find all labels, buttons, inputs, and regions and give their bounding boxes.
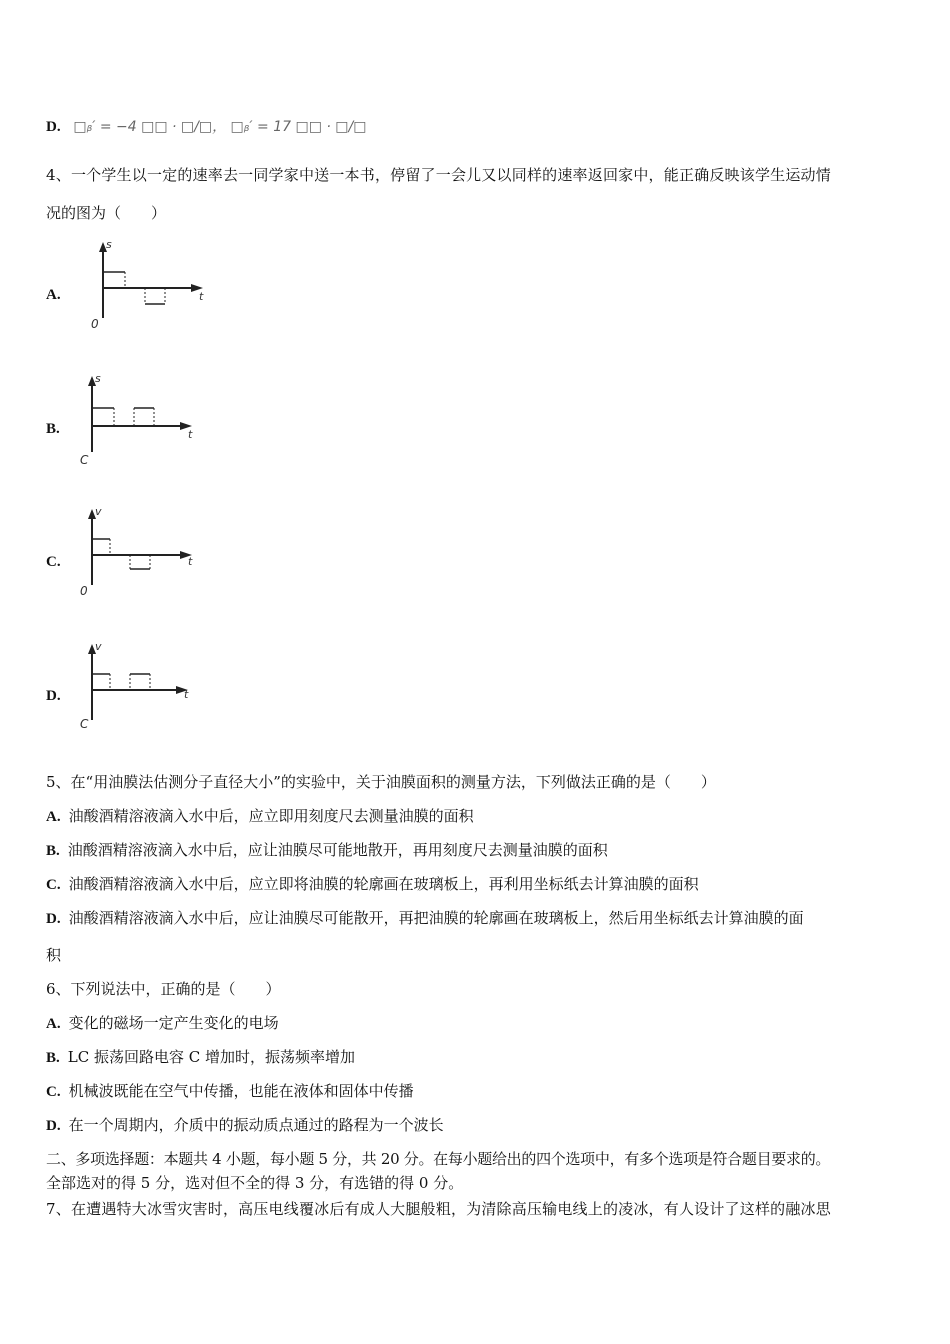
- origin-label: 0: [91, 317, 99, 331]
- option-label: A.: [46, 1016, 61, 1032]
- q4-graph-c: [74, 505, 204, 605]
- q4-option-d-label: D.: [46, 688, 61, 704]
- option-text: 在一个周期内，介质中的振动质点通过的路程为一个波长: [68, 1116, 444, 1134]
- option-text: 油酸酒精溶液滴入水中后，应让油膜尽可能地散开，再用刻度尺去测量油膜的面积: [67, 841, 608, 859]
- origin-label: 0: [80, 584, 88, 598]
- q6-stem: 6、下列说法中，正确的是（ ）: [46, 980, 281, 998]
- q4-stem-line1: 4、一个学生以一定的速率去一同学家中送一本书，停留了一会儿又以同样的速率返回家中，能正确反映该学生运动情: [46, 166, 831, 184]
- q7-stem: 7、在遭遇特大冰雪灾害时，高压电线覆冰后有成人大腿般粗，为清除高压输电线上的凌冰，有人设计了这样的融冰思: [46, 1200, 831, 1218]
- option-label: D.: [46, 911, 61, 927]
- option-label: D.: [46, 1118, 61, 1134]
- option-label: C.: [46, 1084, 61, 1100]
- option-text: 变化的磁场一定产生变化的电场: [68, 1014, 279, 1032]
- q5-option-a: [46, 806, 474, 827]
- option-text: 油酸酒精溶液滴入水中后，应立即用刻度尺去测量油膜的面积: [68, 807, 474, 825]
- formula: □ᵦ′ = −4 □□ · □/□， □ᵦ′ = 17 □□ · □/□: [73, 119, 367, 135]
- q5-option-d-continuation: 积: [46, 946, 62, 964]
- q5-option-c: [46, 874, 699, 895]
- origin-label: C: [80, 717, 89, 731]
- q4-graph-b: [74, 372, 204, 472]
- q5-stem: 5、在“用油膜法估测分子直径大小”的实验中，关于油膜面积的测量方法，下列做法正确的是（ ）: [46, 773, 716, 791]
- q4-option-b-label: B.: [46, 421, 60, 437]
- section2-heading-line2: 全部选对的得 5 分，选对但不全的得 3 分，有选错的得 0 分。: [46, 1174, 464, 1192]
- q4-stem-line2: 况的图为（ ）: [46, 204, 167, 222]
- origin-label: C: [80, 453, 89, 467]
- x-axis-label: t: [199, 290, 204, 303]
- q4-option-c-label: C.: [46, 554, 61, 570]
- option-text: 机械波既能在空气中传播，也能在液体和固体中传播: [68, 1082, 414, 1100]
- q6-option-d: [46, 1115, 444, 1136]
- option-label: D.: [46, 119, 61, 135]
- q4-option-a-label: A.: [46, 287, 61, 303]
- option-text: 油酸酒精溶液滴入水中后，应让油膜尽可能散开，再把油膜的轮廓画在玻璃板上，然后用坐标纸去计算油膜的面: [68, 909, 804, 927]
- option-text: 油酸酒精溶液滴入水中后，应立即将油膜的轮廓画在玻璃板上，再利用坐标纸去计算油膜的面积: [68, 875, 699, 893]
- option-label: B.: [46, 1050, 60, 1066]
- q4-graph-d: [74, 640, 204, 740]
- y-axis-label: s: [95, 372, 101, 385]
- q6-option-c: [46, 1081, 414, 1102]
- x-axis-label: t: [184, 688, 189, 701]
- option-text: LC 振荡回路电容 C 增加时，振荡频率增加: [67, 1048, 355, 1066]
- option-label: B.: [46, 843, 60, 859]
- q5-option-d: [46, 908, 804, 929]
- q5-option-b: [46, 840, 608, 861]
- x-axis-label: t: [188, 428, 193, 441]
- y-axis-label: v: [95, 640, 102, 653]
- q6-option-b: [46, 1047, 355, 1068]
- y-axis-label: v: [95, 505, 102, 518]
- option-label: C.: [46, 877, 61, 893]
- x-axis-label: t: [188, 555, 193, 568]
- option-label: A.: [46, 809, 61, 825]
- y-axis-label: s: [106, 238, 112, 251]
- q4-graph-a: [85, 238, 215, 338]
- q6-option-a: [46, 1013, 279, 1034]
- q3-option-d: [46, 116, 366, 137]
- section2-heading-line1: 二、多项选择题：本题共 4 小题，每小题 5 分，共 20 分。在每小题给出的四个选项中，有多个选项是符合题目要求的。: [46, 1150, 831, 1168]
